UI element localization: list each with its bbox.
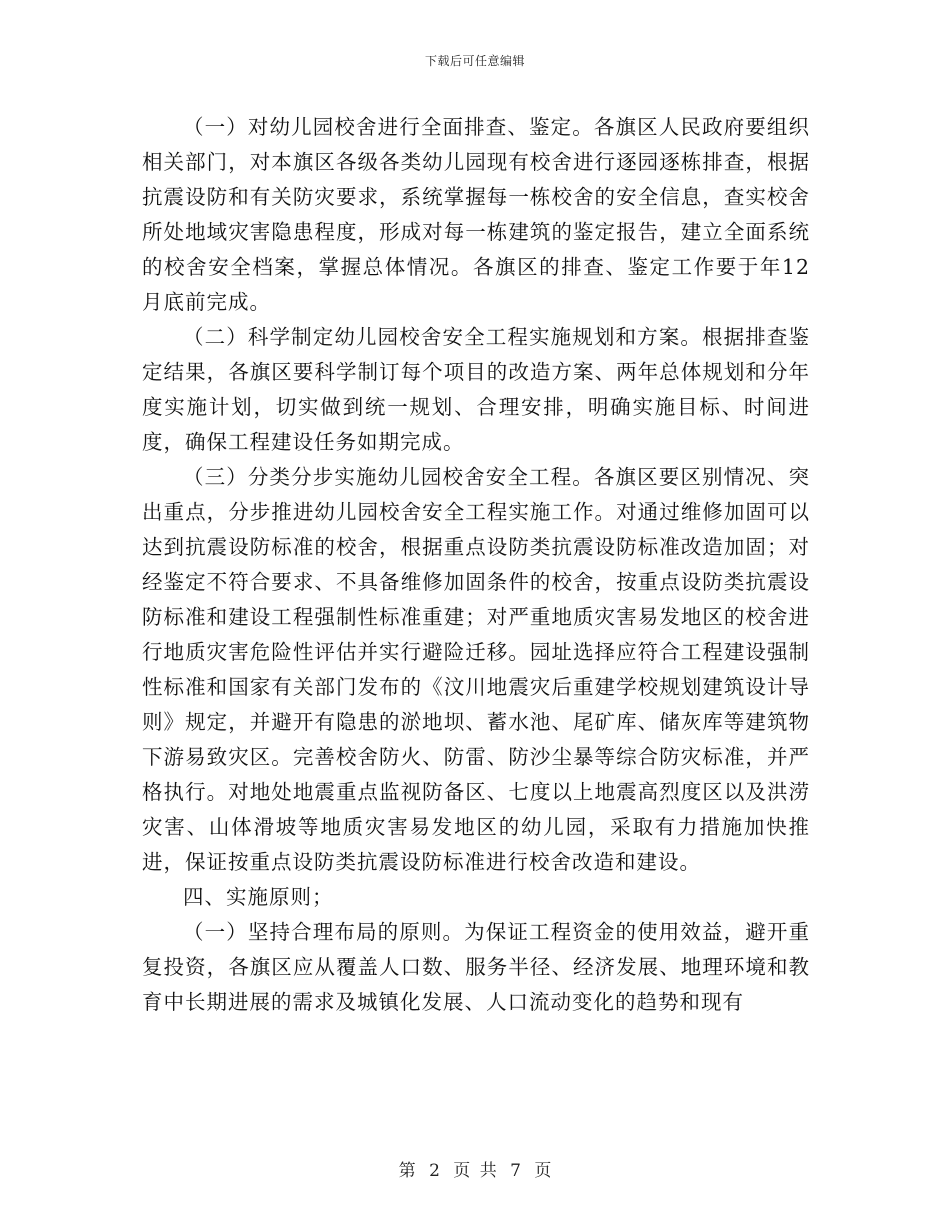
page-footer xyxy=(0,1156,950,1181)
section-heading: 四、实施原则； xyxy=(183,885,334,909)
paragraph-1: （一）对幼儿园校舍进行全面排查、鉴定。各旗区人民政府要组织相关部门，对本旗区各级各类幼儿园现有校舍进行逐园逐栋排查，根据抗震设防和有关防灾要求，系统掌握每一栋校舍的安全信息，查实校舍所处地域灾害隐患程度，形成对每一栋建筑的鉴定报告，建立全面系统的校舍安全档案，掌握总体情况。各旗区的排查、鉴定工作要于年12月底前完成。 xyxy=(142,115,810,314)
footer-prefix: 第 xyxy=(398,1161,416,1181)
footer-middle: 页 共 xyxy=(453,1161,497,1181)
page-header-note: 下载后可任意编辑 xyxy=(424,54,525,68)
document-body xyxy=(142,110,810,1020)
footer-total-pages: 7 xyxy=(510,1161,521,1181)
footer-suffix: 页 xyxy=(534,1161,552,1181)
paragraph-4: （一）坚持合理布局的原则。为保证工程资金的使用效益，避开重复投资，各旗区应从覆盖人口数、服务半径、经济发展、地理环境和教育中长期进展的需求及城镇化发展、人口流动变化的趋势和现有 xyxy=(142,920,810,1014)
footer-current-page: 2 xyxy=(429,1161,440,1181)
paragraph-2: （二）科学制定幼儿园校舍安全工程实施规划和方案。根据排查鉴定结果，各旗区要科学制订每个项目的改造方案、两年总体规划和分年度实施计划，切实做到统一规划、合理安排，明确实施目标、时间进度，确保工程建设任务如期完成。 xyxy=(142,325,810,454)
paragraph-3: （三）分类分步实施幼儿园校舍安全工程。各旗区要区别情况、突出重点，分步推进幼儿园校舍安全工程实施工作。对通过维修加固可以达到抗震设防标准的校舍，根据重点设防类抗震设防标准改造加固；对经鉴定不符合要求、不具备维修加固条件的校舍，按重点设防类抗震设防标准和建设工程强制性标准重建；对严重地质灾害易发地区的校舍进行地质灾害危险性评估并实行避险迁移。园址选择应符合工程建设强制性标准和国家有关部门发布的《汶川地震灾后重建学校规划建筑设计导则》规定，并避开有隐患的淤地坝、蓄水池、尾矿库、储灰库等建筑物下游易致灾区。完善校舍防火、防雷、防沙尘暴等综合防灾标准，并严格执行。对地处地震重点监视防备区、七度以上地震高烈度区以及洪涝灾害、山体滑坡等地质灾害易发地区的幼儿园，采取有力措施加快推进，保证按重点设防类抗震设防标准进行校舍改造和建设。 xyxy=(142,465,810,874)
